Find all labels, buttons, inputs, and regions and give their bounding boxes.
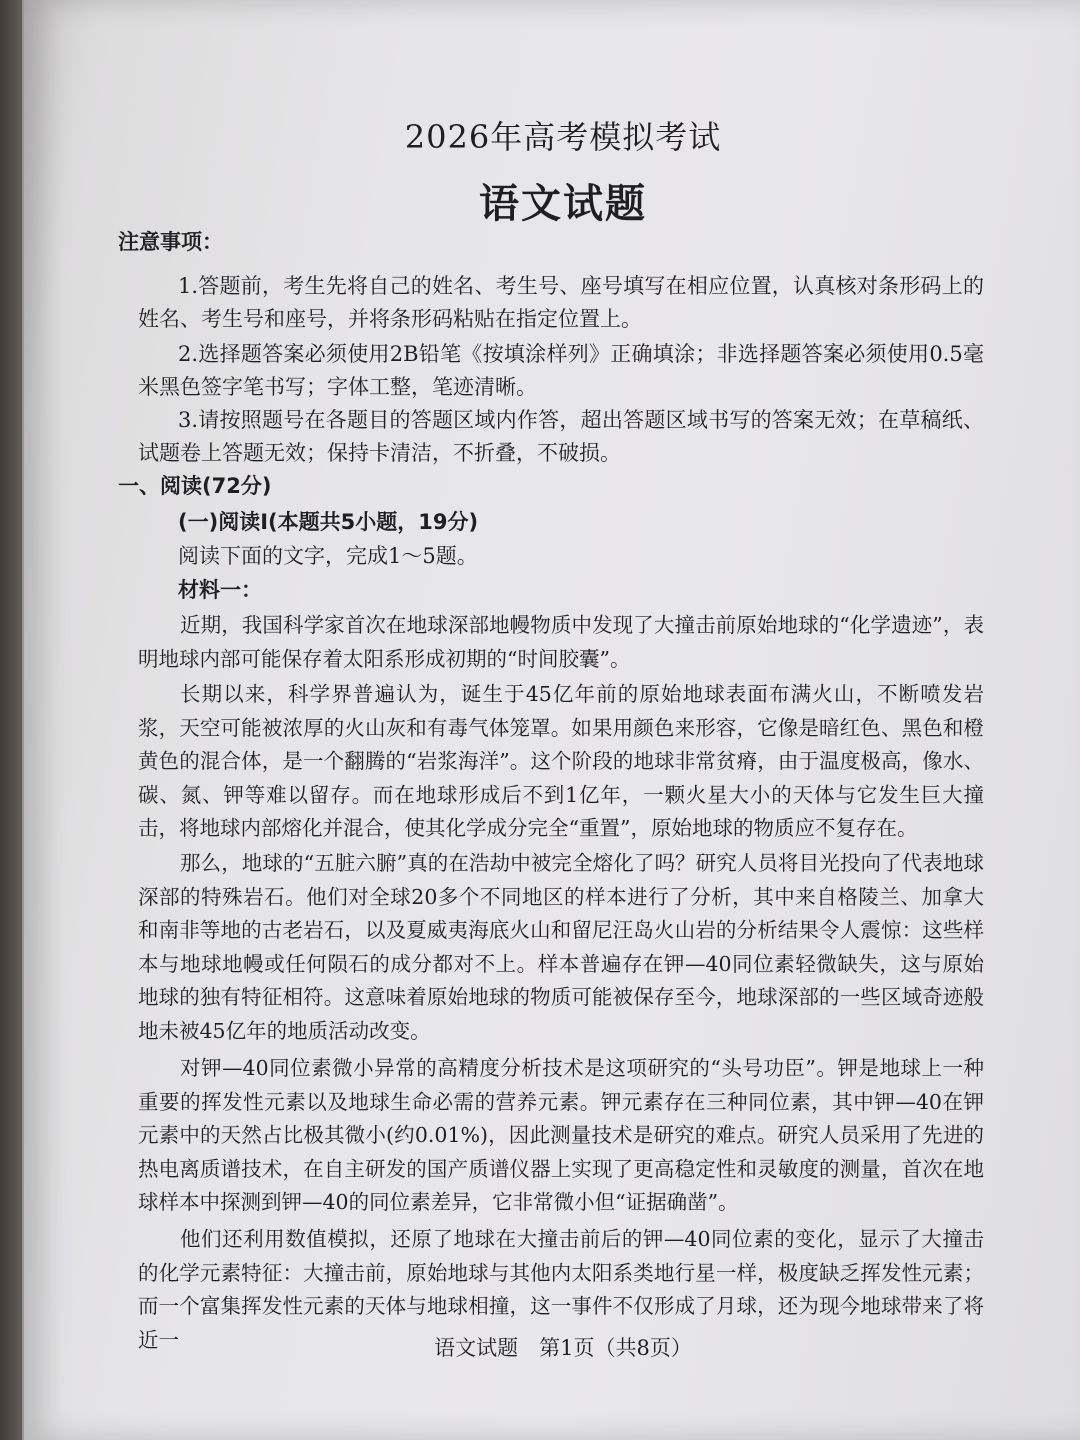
material-label: 材料一：: [178, 578, 262, 602]
exam-title: 2026年高考模拟考试: [404, 118, 722, 156]
page-footer: 语文试题 第1页（共8页）: [434, 1336, 692, 1360]
notice-item-3: 3.请按照题号在各题目的答题区域内作答，超出答题区域书写的答案无效；在草稿纸、试题卷上答题无效；保持卡清洁，不折叠，不破损。: [138, 408, 984, 465]
notice-item-1: 1.答题前，考生先将自己的姓名、考生号、座号填写在相应位置，认真核对条形码上的姓名、考生号和座号，并将条形码粘贴在指定位置上。: [138, 274, 984, 331]
exam-page: [22, 0, 1080, 1440]
reading-instruction: 阅读下面的文字，完成1～5题。: [178, 544, 478, 568]
part-heading: (一)阅读Ⅰ(本题共5小题，19分): [178, 510, 479, 534]
passage-paragraph-5: 他们还利用数值模拟，还原了地球在大撞击前后的钾—40同位素的变化，显示了大撞击的化学元素特征：大撞击前，原始地球与其他内太阳系类地行星一样，极度缺乏挥发性元素；而一个富集挥发性元素的天体与地球相撞，这一事件不仅形成了月球，还为现今地球带来了将近一: [138, 1227, 984, 1352]
notice-heading: 注意事项：: [118, 230, 223, 254]
subject-title: 语文试题: [479, 181, 647, 227]
passage-paragraph-3: 那么，地球的“五脏六腑”真的在浩劫中被完全熔化了吗？研究人员将目光投向了代表地球深部的特殊岩石。他们对全球20多个不同地区的样本进行了分析，其中来自格陵兰、加拿大和南非等地的古老岩石，以及夏威夷海底火山和留尼汪岛火山岩的分析结果令人震惊：这些样本与地球地幔或任何陨石的成分都对不上。样本普遍存在钾—40同位素轻微缺失，这与原始地球的独有特征相符。这意味着原始地球的物质可能被保存至今，地球深部的一些区域奇迹般地未被45亿年的地质活动改变。: [138, 851, 984, 1043]
passage-paragraph-1: 近期，我国科学家首次在地球深部地幔物质中发现了大撞击前原始地球的“化学遗迹”，表明地球内部可能保存着太阳系形成初期的“时间胶囊”。: [138, 613, 984, 671]
passage-paragraph-2: 长期以来，科学界普遍认为，诞生于45亿年前的原始地球表面布满火山，不断喷发岩浆，天空可能被浓厚的火山灰和有毒气体笼罩。如果用颜色来形容，它像是暗红色、黑色和橙黄色的混合体，是一个翻腾的“岩浆海洋”。这个阶段的地球非常贫瘠，由于温度极高，像水、碳、氮、钾等难以留存。而在地球形成后不到1亿年，一颗火星大小的天体与它发生巨大撞击，将地球内部熔化并混合，使其化学成分完全“重置”，原始地球的物质应不复存在。: [138, 682, 984, 840]
section-heading: 一、阅读(72分): [118, 474, 272, 498]
passage-paragraph-4: 对钾—40同位素微小异常的高精度分析技术是这项研究的“头号功臣”。钾是地球上一种重要的挥发性元素以及地球生命必需的营养元素。钾元素存在三种同位素，其中钾—40在钾元素中的天然占比极其微小(约0.01%)，因此测量技术是研究的难点。研究人员采用了先进的热电离质谱技术，在自主研发的国产质谱仪器上实现了更高稳定性和灵敏度的测量，首次在地球样本中探测到钾—40的同位素差异，它非常微小但“证据确凿”。: [138, 1056, 984, 1214]
notice-item-2: 2.选择题答案必须使用2B铅笔《按填涂样列》正确填涂；非选择题答案必须使用0.5毫米黑色签字笔书写；字体工整，笔迹清晰。: [138, 342, 984, 399]
